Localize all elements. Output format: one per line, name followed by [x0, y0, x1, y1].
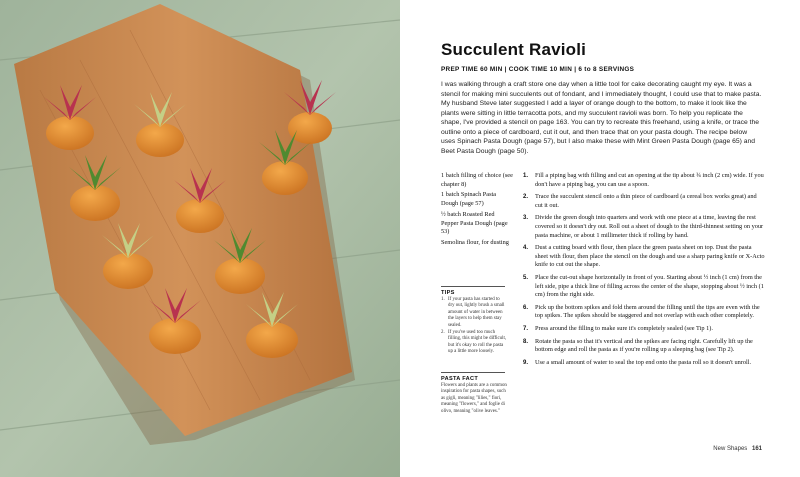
step-item [523, 304, 765, 321]
tips-list [441, 297, 507, 357]
step-text: Press around the filling to make sure it's completely sealed (see Tip 1). [535, 324, 713, 332]
step-list [523, 172, 765, 371]
step-number: 7. [523, 325, 529, 332]
recipe-intro: I was walking through a craft store one day when a little tool for cake decorating caught my eye. It was a stencil for making mini succulents out of fondant, and I immediately thought, I could use that to make pasta. My husband Steve later suggested I add a layer of orange dough to the bottom, to make it look like the plants were sitting in little terracotta pots, and my succulent ravioli was born. To help you replicate the shape, I've provided a stencil on page 163. You can try to recreate this freehand, using a knife, or trace the outline onto a piece of cardboard, cut it out, and then trace that on your pasta dough. The recipe below uses Spinach Pasta Dough (page 57), but I also make these with Mint Green Pasta Dough (page 65) and Beet Pasta Dough (page 50). [441, 81, 762, 155]
step-text: Pick up the bottom spikes and fold them around the filling until the tips are even with the top spikes. The spikes should be staggered and not overlap with each other completely. [535, 303, 760, 320]
step-number: 2. [523, 194, 529, 201]
step-text: Place the cut-out shape horizontally in front of you. Starting about ½ inch (1 cm) from the left side, pipe a thick line of filling across the center of the shape, stopping about ½ inch (1 cm) from the right side. [535, 273, 764, 299]
step-item [523, 244, 765, 270]
tip-text: If you've used too much filling, this might be difficult, but it's okay to roll the pasta up a little more loosely. [448, 330, 507, 355]
ingredient-list [441, 172, 513, 250]
tip-number: 2. [441, 330, 445, 336]
tip-number: 1. [441, 297, 445, 302]
step-item [523, 274, 765, 300]
ingredient-item: Semolina flour, for dusting [441, 238, 509, 246]
step-text: Divide the green dough into quarters and work with one piece at a time, leaving the rest covered so it doesn't dry out. Roll out a sheet of dough to the third-thinnest setting on your pasta machine, or about 1 millimeter thick if rolling by hand. [535, 214, 764, 239]
step-item [523, 172, 765, 189]
step-item [523, 193, 765, 210]
recipe-meta: PREP TIME 60 MIN | COOK TIME 10 MIN | 6 to 8 SERVINGS [441, 66, 635, 73]
step-number: 1. [523, 173, 529, 179]
tips-heading: TIPS [441, 286, 505, 296]
tip-item [441, 297, 507, 329]
step-number: 6. [523, 304, 529, 311]
footer-section: New Shapes [713, 446, 748, 452]
ingredient-item: ½ batch Roasted Red Pepper Pasta Dough (page 53) [441, 210, 508, 236]
step-text: Use a small amount of water to seal the top end onto the pasta roll so it doesn't unroll. [535, 358, 752, 366]
step-number: 4. [523, 245, 529, 252]
step-item [523, 214, 765, 240]
step-text: Fill a piping bag with filling and cut an opening at the tip about ¾ inch (2 cm) wide. If you don't have a piping bag, you can use a spoon. [535, 172, 764, 188]
pasta-fact-heading: PASTA FACT [441, 372, 505, 382]
tip-text: If your pasta has started to dry out, lightly brush a small amount of water in between the layers to help them stay sealed. [448, 297, 505, 328]
pasta-fact-text: Flowers and plants are a common inspiration for pasta shapes, such as gigli, meaning "lilies," fiori, meaning "flowers," and foglie di olivo, meaning "olive leaves." [441, 383, 507, 414]
page-footer [713, 446, 762, 452]
step-number: 8. [523, 338, 529, 345]
ingredient-item: 1 batch filling of choice (see chapter 8) [441, 172, 513, 188]
page-number: 161 [751, 446, 762, 452]
step-number: 5. [523, 274, 529, 281]
step-item [523, 325, 765, 334]
step-number: 9. [523, 359, 529, 366]
step-item [523, 338, 765, 355]
step-text: Dust a cutting board with flour, then place the green pasta sheet on top. Dust the pasta sheet with flour, then place the stencil on the dough and use a sharp paring knife or X-Acto knife to cut out the shape. [535, 244, 765, 269]
recipe-page [400, 0, 800, 477]
recipe-title: Succulent Ravioli [441, 40, 587, 59]
step-text: Trace the succulent stencil onto a thin piece of cardboard (a cereal box works great) and cut it out. [535, 193, 757, 209]
step-number: 3. [523, 215, 529, 222]
tip-item [441, 330, 507, 356]
step-item [523, 359, 765, 368]
step-text: Rotate the pasta so that it's vertical and the spikes are facing right. Carefully lift up the bottom edge and roll the pasta as if you're rolling up a sleeping bag (see Tip 2). [535, 337, 753, 354]
ingredient-item: 1 batch Spinach Pasta Dough (page 57) [441, 191, 497, 208]
